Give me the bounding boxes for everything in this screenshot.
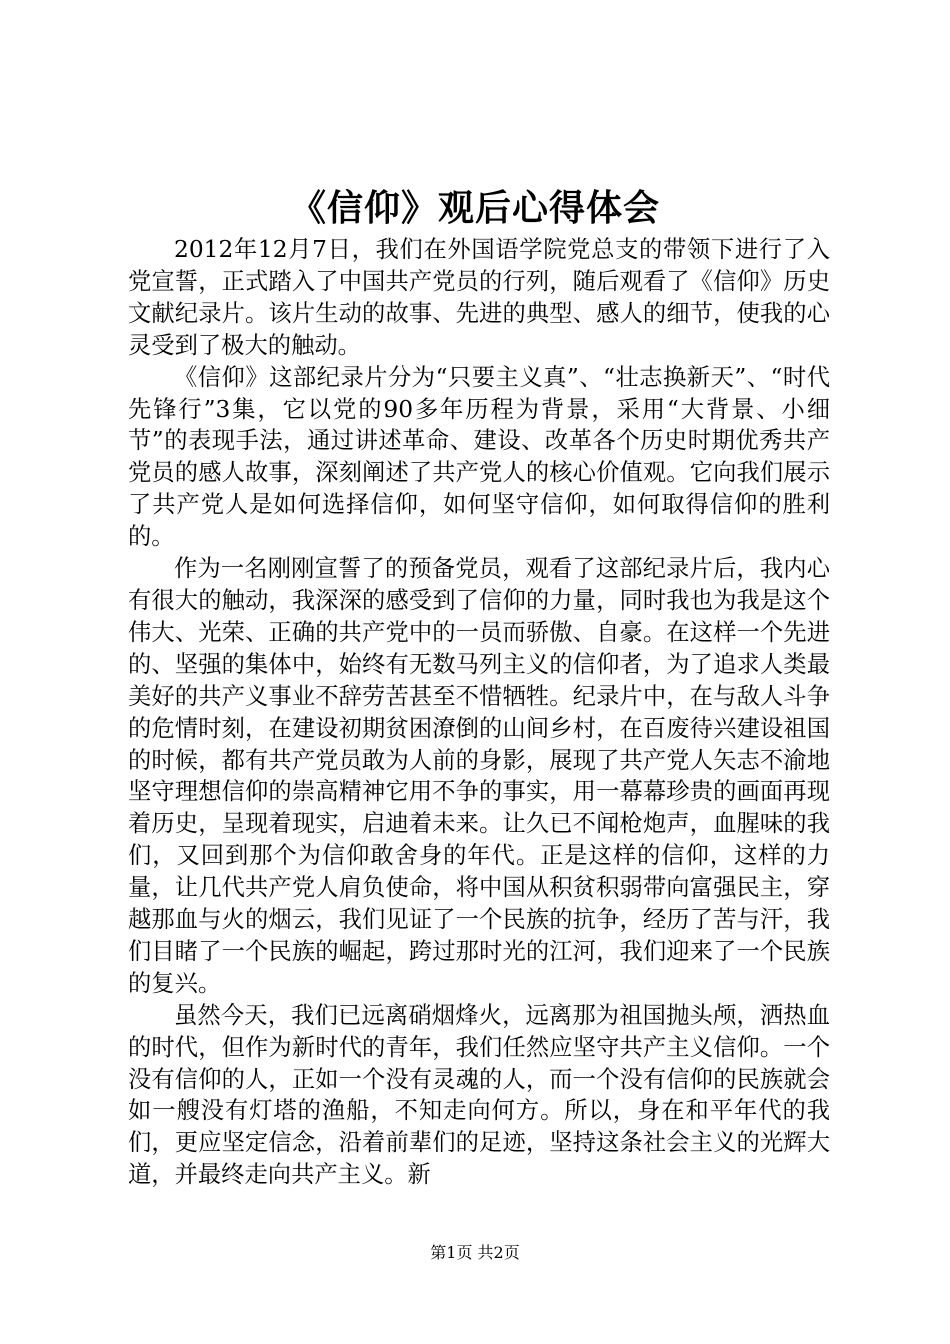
page-number-footer: 第1页 共2页 [430, 1243, 520, 1262]
paragraph: 虽然今天，我们已远离硝烟烽火，远离那为祖国抛头颅，洒热血的时代，但作为新时代的青年，我们任然应坚守共产主义信仰。一个没有信仰的人，正如一个没有灵魂的人，而一个没有信仰的民族就会如一艘没有灯塔的渔船，不知走向何方。所以，身在和平年代的我们，更应坚定信念，沿着前辈们的足迹，坚持这条社会主义的光辉大道，并最终走向共产主义。新 [128, 1001, 830, 1189]
paragraph: 《信仰》这部纪录片分为“只要主义真”、“壮志换新天”、“时代先锋行”3集，它以党的90多年历程为背景，采用“大背景、小细节”的表现手法，通过讲述革命、建设、改革各个历史时期优秀共产党员的感人故事，深刻阐述了共产党人的核心价值观。它向我们展示了共产党人是如何选择信仰，如何坚守信仰，如何取得信仰的胜利的。 [128, 363, 830, 551]
document-body [128, 234, 830, 1191]
paragraph: 2012年12月7日，我们在外国语学院党总支的带领下进行了入党宣誓，正式踏入了中国共产党员的行列，随后观看了《信仰》历史文献纪录片。该片生动的故事、先进的典型、感人的细节，使我的心灵受到了极大的触动。 [128, 236, 830, 359]
document-title: 《信仰》观后心得体会 [289, 187, 660, 229]
paragraph: 作为一名刚刚宣誓了的预备党员，观看了这部纪录片后，我内心有很大的触动，我深深的感受到了信仰的力量，同时我也为我是这个伟大、光荣、正确的共产党中的一员而骄傲、自豪。在这样一个先进的、坚强的集体中，始终有无数马列主义的信仰者，为了追求人类最美好的共产义事业不辞劳苦甚至不惜牺牲。纪录片中，在与敌人斗争的危情时刻，在建设初期贫困潦倒的山间乡村，在百废待兴建设祖国的时候，都有共产党员敢为人前的身影，展现了共产党人矢志不渝地坚守理想信仰的崇高精神它用不争的事实，用一幕幕珍贵的画面再现着历史，呈现着现实，启迪着未来。让久已不闻枪炮声，血腥味的我们，又回到那个为信仰敢舍身的年代。正是这样的信仰，这样的力量，让几代共产党人肩负使命，将中国从积贫积弱带向富强民主，穿越那血与火的烟云，我们见证了一个民族的抗争，经历了苦与汗，我们目睹了一个民族的崛起，跨过那时光的江河，我们迎来了一个民族的复兴。 [128, 555, 830, 997]
